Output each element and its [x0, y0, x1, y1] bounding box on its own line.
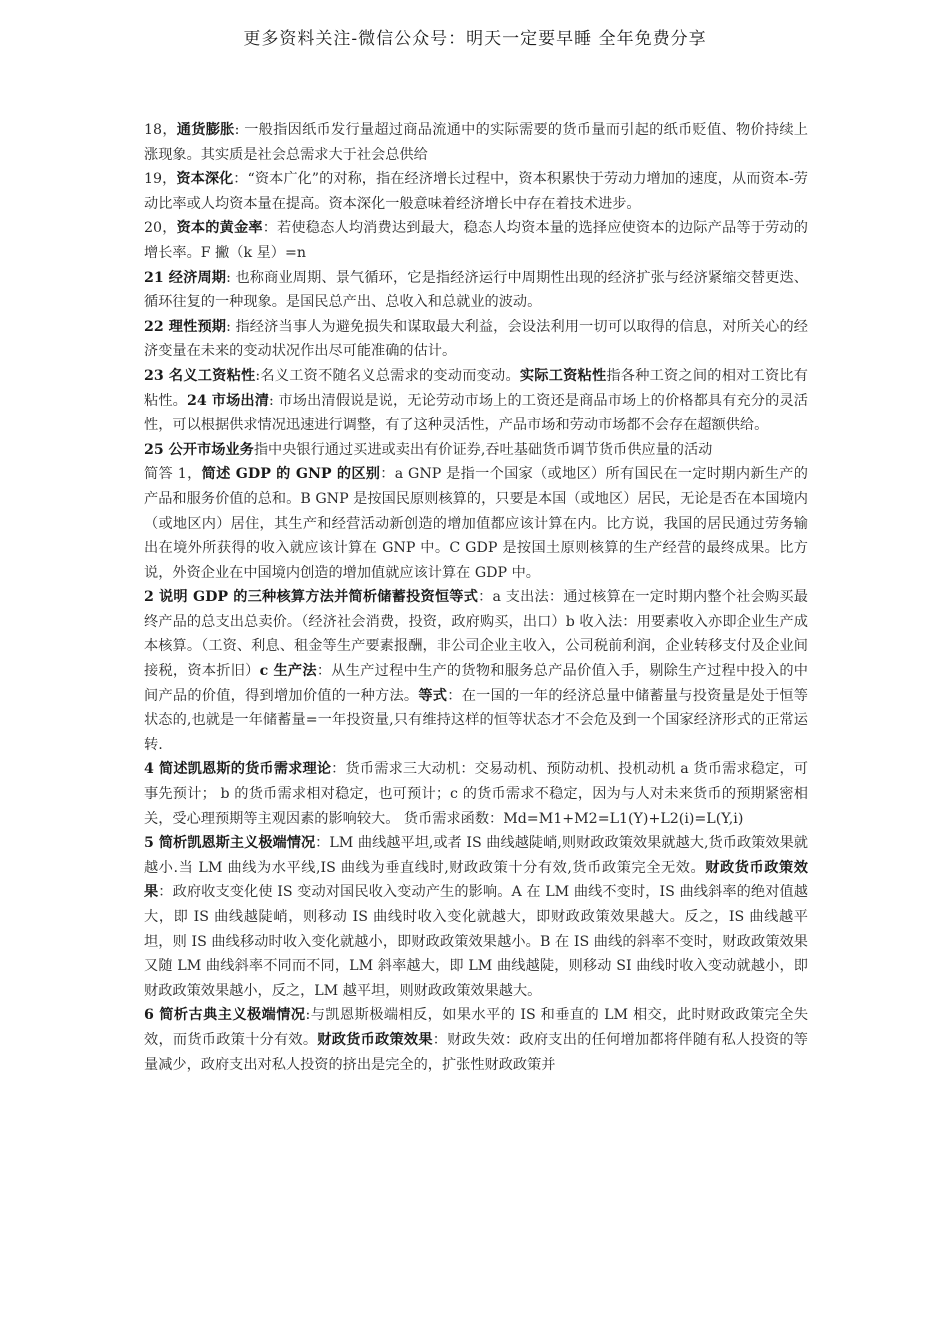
paragraph: [144, 167, 808, 216]
paragraph-text: ：a GNP 是指一个国家（或地区）所有国民在一定时期内新生产的产品和服务价值的总和。B GNP 是按国民原则核算的，只要是本国（或地区）居民，无论是否在本国境内（或地区内）居住，其生产和经营活动新创造的增加值都应该计算在内。比方说，我国的居民通过劳务输出在境外所获得的收入就应该计算在 GNP 中。C GDP 是按国土原则核算的生产经营的最终成果。比方说，外资企业在中国境内创造的增加值就应该计算在 GDP 中。: [144, 466, 808, 581]
term-heading: 21 经济周期: [144, 269, 227, 286]
term-heading: 财政货币政策效果: [317, 1031, 433, 1048]
paragraph-text: ：政府收支变化使 IS 变动对国民收入变动产生的影响。A 在 LM 曲线不变时，IS 曲线斜率的绝对值越大，即 IS 曲线越陡峭，则移动 IS 曲线时收入变化就越大，即财政政策效果越大。反之，IS 曲线越平坦，则 IS 曲线移动时收入变化就越小，即财政政策效果越小。B 在 IS 曲线的斜率不变时，财政政策效果又随 LM 曲线斜率不同而不同，LM 斜率越大，即 LM 曲线越陡，则移动 SI 曲线时收入变动就越小，即财政政策效果越小，反之，LM 越平坦，则财政政策效果越大。: [144, 884, 808, 999]
term-heading: 4 简述凯恩斯的货币需求理论: [144, 761, 332, 778]
paragraph-text: 20，: [144, 220, 177, 237]
paragraph: [144, 364, 808, 438]
paragraph-text: : 指经济当事人为避免损失和谋取最大利益，会设法利用一切可以取得的信息，对所关心的经济变量在未来的变动状况作出尽可能准确的估计。: [144, 318, 808, 360]
term-heading: 实际工资粘性: [519, 367, 607, 384]
paragraph-text: :名义工资不随名义总需求的变动而变动。: [255, 367, 520, 384]
term-heading: 24 市场出清: [186, 392, 270, 409]
paragraph: [144, 1003, 808, 1077]
paragraph-text: ：货币需求三大动机：交易动机、预防动机、投机动机 a 货币需求稳定，可事先预计； b 的货币需求相对稳定，也可预计；c 的货币需求不稳定，因为与人对未来货币的预期紧密相关，受心理预期等主观因素的影响较大。 货币需求函数：Md=M1+M2=L1(Y)+L2(i)=L(Y,i): [144, 761, 808, 827]
paragraph-text: ：在一国的一年的经济总量中储蓄量与投资量是处于恒等状态的,也就是一年储蓄量=一年投资量,只有维持这样的恒等状态才不会危及到一个国家经济形式的正常运转.: [144, 687, 808, 753]
term-heading: 2 说明 GDP 的三种核算方法并简析储蓄投资恒等式: [144, 589, 479, 606]
paragraph: [144, 315, 808, 364]
paragraph: [144, 266, 808, 315]
term-heading: 资本的黄金率: [176, 220, 263, 237]
term-heading: 22 理性预期: [144, 318, 227, 335]
paragraph-text: 18，: [144, 122, 177, 138]
paragraph-text: 19，: [144, 171, 177, 188]
paragraph-text: 指各种工资之间的相对工资比有粘性。: [144, 367, 808, 409]
paragraph-text: : 市场出清假说是说，无论劳动市场上的工资还是商品市场上的价格都具有充分的灵活性，可以根据供求情况迅速进行调整，有了这种灵活性，产品市场和劳动市场都不会存在超额供给。: [144, 392, 808, 434]
paragraph: [144, 216, 808, 265]
term-heading: 简述 GDP 的 GNP 的区别: [201, 466, 381, 483]
paragraph-text: ：LM 曲线越平坦,或者 IS 曲线越陡峭,则财政政策效果就越大,货币政策效果就越小.当 LM 曲线为水平线,IS 曲线为垂直线时,财政政策十分有效,货币政策完全无效。: [144, 835, 808, 876]
term-heading: 6 简析古典主义极端情况: [144, 1007, 306, 1024]
paragraph: [144, 118, 808, 167]
paragraph: [144, 438, 808, 463]
term-heading: 23 名义工资粘性: [144, 367, 256, 384]
paragraph-text: :与凯恩斯极端相反，如果水平的 IS 和垂直的 LM 相交，此时财政政策完全失效，而货币政策十分有效。: [144, 1007, 809, 1048]
term-heading: 通货膨胀: [176, 122, 235, 138]
term-heading: 财政货币政策效果: [144, 859, 808, 901]
paragraph: [144, 585, 808, 757]
paragraph-text: ：财政失效：政府支出的任何增加都将伴随有私人投资的等量减少，政府支出对私人投资的挤出是完全的，扩张性财政政策并: [144, 1031, 808, 1073]
term-heading: 资本深化: [176, 171, 234, 188]
paragraph-text: : 也称商业周期、景气循环，它是指经济运行中周期性出现的经济扩张与经济紧缩交替更迭、循环往复的一种现象。是国民总产出、总收入和总就业的波动。: [144, 269, 808, 311]
paragraph: [144, 462, 808, 585]
paragraph: [144, 757, 808, 831]
term-heading: c 生产法: [259, 663, 317, 680]
paragraph-text: ：若使稳态人均消费达到最大，稳态人均资本量的选择应使资本的边际产品等于劳动的增长率。F 撇（k 星）=n: [144, 220, 808, 261]
term-heading: 5 简析凯恩斯主义极端情况: [144, 835, 316, 852]
paragraph-text: ：从生产过程中生产的货物和服务总产品价值入手，剔除生产过程中投入的中间产品的价值，得到增加价值的一种方法。: [144, 663, 808, 704]
paragraph-text: ：“资本广化”的对称，指在经济增长过程中，资本积累快于劳动力增加的速度，从而资本-劳动比率或人均资本量在提高。资本深化一般意味着经济增长中存在着技术进步。: [144, 171, 808, 212]
paragraph-text: : 一般指因纸币发行量超过商品流通中的实际需要的货币量而引起的纸币贬值、物价持续上涨现象。其实质是社会总需求大于社会总供给: [144, 122, 808, 163]
term-heading: 等式: [418, 687, 448, 704]
paragraph-text: ：a 支出法：通过核算在一定时期内整个社会购买最终产品的总支出总卖价。（经济社会消费，投资，政府购买，出口）b 收入法：用要素收入亦即企业生产成本核算。（工资、利息、租金等生产要素报酬，非公司企业主收入，公司税前利润，企业转移支付及企业间接税，资本折旧）: [144, 589, 808, 680]
page-header: 更多资料关注-微信公众号：明天一定要早睡 全年免费分享: [243, 29, 707, 49]
paragraph-text: 简答 1，: [144, 466, 202, 483]
term-heading: 25 公开市场业务: [144, 441, 254, 458]
paragraph: [144, 831, 808, 1003]
paragraph-text: 指中央银行通过买进或卖出有价证券,吞吐基础货币调节货币供应量的活动: [253, 441, 713, 458]
document-body: [144, 118, 808, 1077]
